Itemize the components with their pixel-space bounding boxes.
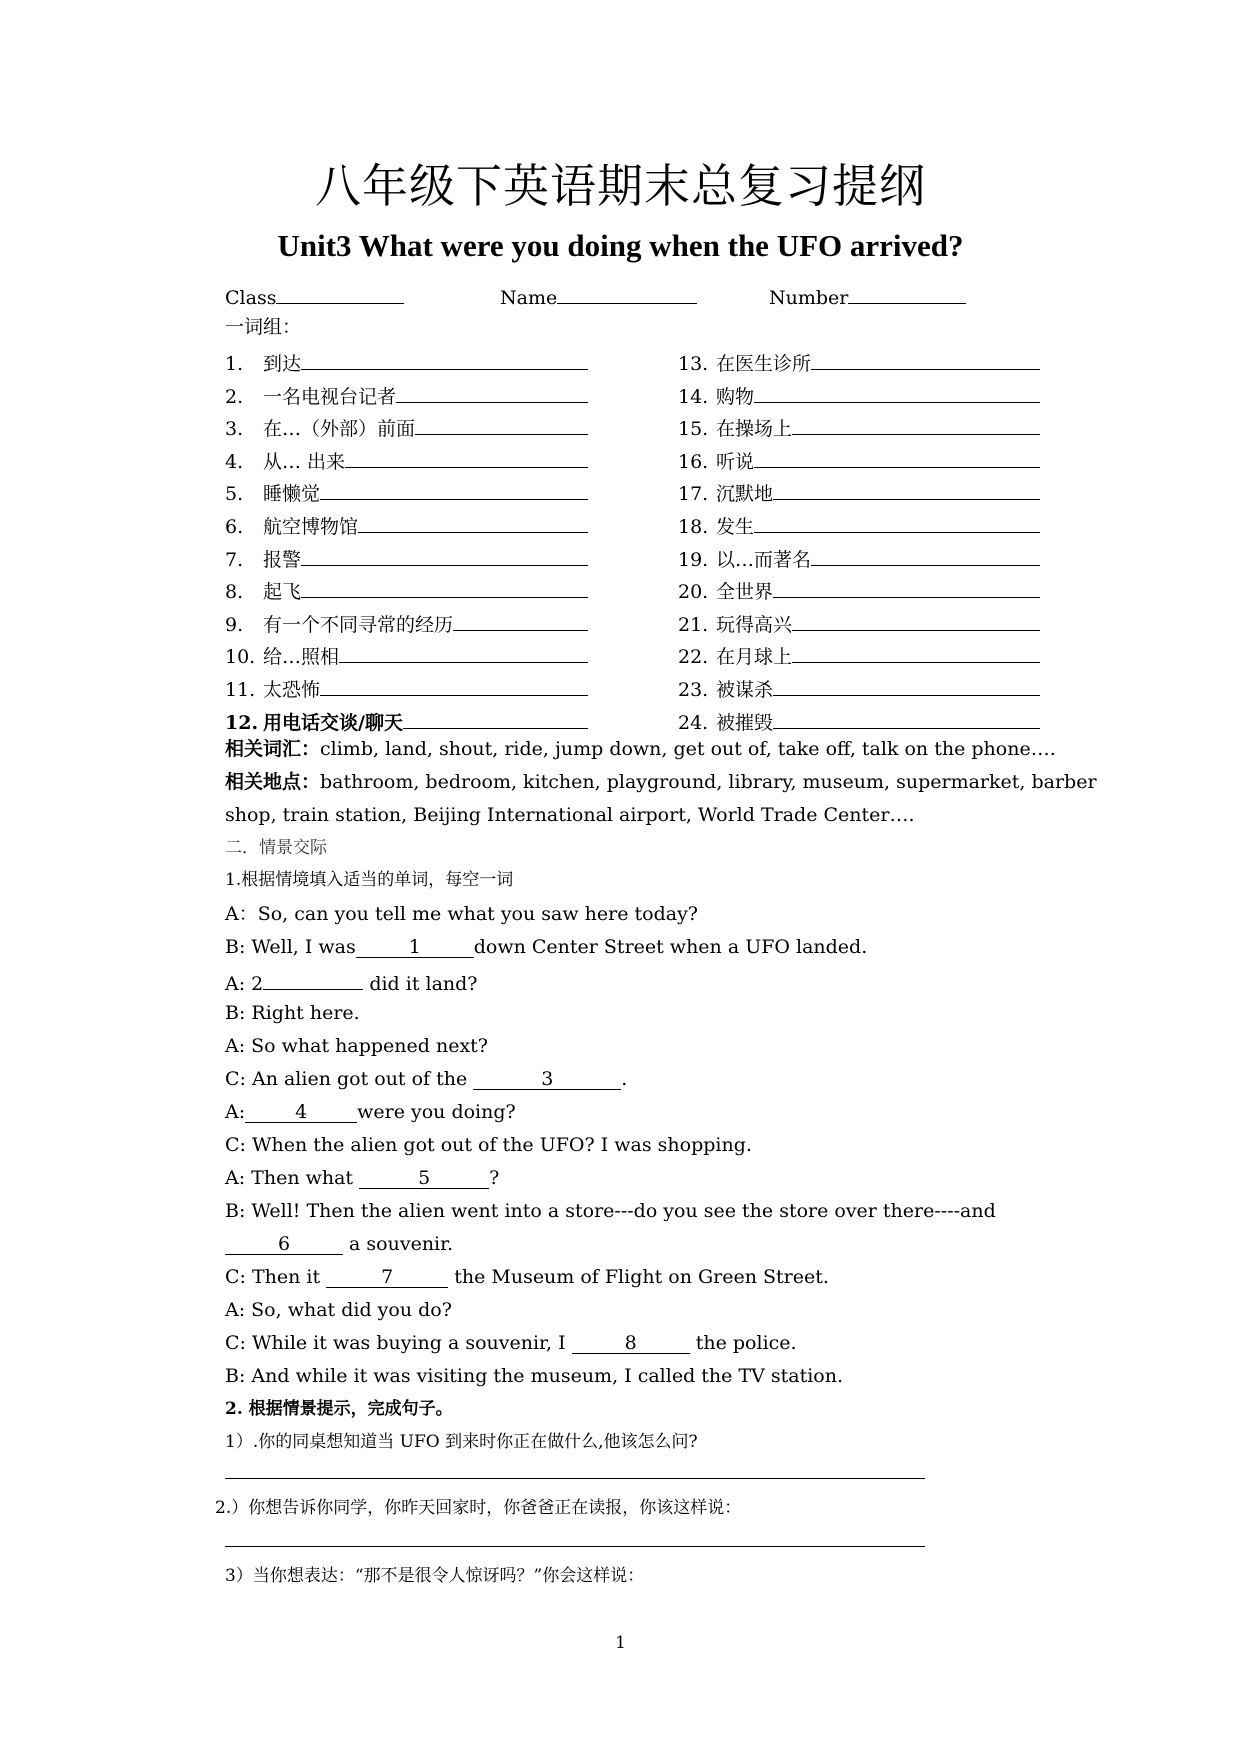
dialog-line-15: B: And while it was visiting the museum, I called the TV station. [225,1365,844,1387]
phrase-item [225,449,588,472]
phrase-number: 2. [225,385,244,408]
dialog-line-11: 6 a souvenir. [225,1235,453,1255]
name-field[interactable]: Name [500,285,697,308]
phrase-item [678,644,1040,667]
places-label: 相关地点： [225,771,321,793]
class-blank[interactable] [276,285,404,304]
phrase-text: 被谋杀 [716,679,774,701]
class-field[interactable]: Class [225,285,404,308]
dialog-line-1: A：So, can you tell me what you saw here today? [225,903,698,925]
phrase-item [225,579,588,602]
answer-blank[interactable] [301,351,588,370]
phrase-item [678,351,1040,374]
answer-blank[interactable] [773,710,1040,729]
phrase-item [225,384,588,407]
blank-4[interactable]: 4 [245,1103,357,1123]
phrase-item [225,644,588,667]
phrase-number: 15. [678,418,709,441]
phrase-text: 玩得高兴 [716,613,793,636]
answer-blank[interactable] [345,449,588,468]
phrase-number: 14. [678,385,709,408]
section2-sub2: 2. 根据情景提示，完成句子。 [225,1399,453,1419]
phrase-text: 沉默地 [716,483,774,506]
vocab-line [225,740,1056,759]
dialog-line-6: C: An alien got out of the 3 . [225,1068,628,1090]
phrase-text: 发生 [716,516,755,538]
blank-6[interactable]: 6 [225,1235,343,1255]
phrase-number: 1. [225,353,244,375]
answer-line-1[interactable] [225,1478,925,1479]
page-number: 1 [615,1633,626,1653]
phrase-number: 8. [225,581,244,604]
dialog-line-13: A: So, what did you do? [225,1299,452,1321]
answer-blank[interactable] [811,547,1040,566]
phrase-text: 被摧毁 [716,711,774,734]
answer-blank[interactable] [792,612,1040,631]
phrase-number: 12. [225,711,259,734]
phrase-item [225,677,588,700]
phrase-text: 太恐怖 [263,679,321,701]
places-line [225,773,1097,792]
places-line-2: shop, train station, Beijing International airport, World Trade Center…. [225,804,915,826]
answer-blank[interactable] [811,351,1040,370]
phrase-item [678,612,1040,635]
phrase-text: 航空博物馆 [263,516,359,538]
answer-blank[interactable] [754,449,1040,468]
answer-blank[interactable] [754,514,1040,533]
phrase-item [678,416,1040,439]
phrase-number: 19. [678,548,709,571]
phrase-item [678,384,1040,407]
answer-blank[interactable] [339,644,588,663]
unit-title: Unit3 What were you doing when the UFO arrived? [277,228,964,263]
phrase-number: 17. [678,483,709,506]
phrase-number: 9. [225,613,244,636]
phrase-number: 6. [225,516,244,538]
phrase-text: 用电话交谈/聊天 [263,711,403,734]
dialog-line-5: A: So what happened next? [225,1035,488,1057]
phrase-text: 购物 [716,385,755,408]
phrase-text: 到达 [263,353,302,375]
answer-blank[interactable] [396,384,588,403]
phrase-number: 20. [678,581,709,604]
answer-blank[interactable] [320,677,588,696]
dialog-line-10: B: Well! Then the alien went into a store---do you see the store over there----and [225,1200,996,1222]
dialog-line-7: A: 4 were you doing? [225,1101,516,1123]
phrase-item [225,416,588,439]
phrase-item [678,547,1040,570]
dialog-line-14: C: While it was buying a souvenir, I 8 the police. [225,1332,797,1354]
phrase-item [225,710,588,733]
dialog-line-3: A: 2 did it land? [225,973,478,995]
phrase-text: 在…（外部）前面 [263,418,416,441]
phrase-number: 10. [225,646,256,669]
dialog-line-12: C: Then it 7 the Museum of Flight on Green Street. [225,1266,829,1288]
question-2: 2.）你想告诉你同学，你昨天回家时，你爸爸正在读报，你该这样说： [215,1498,742,1518]
section2-sub1: 1.根据情境填入适当的单词，每空一词 [225,870,514,890]
answer-blank[interactable] [792,644,1040,663]
number-field[interactable]: Number [769,285,966,308]
dialog-line-4: B: Right here. [225,1002,360,1024]
phrase-item [225,351,588,374]
phrase-text: 给…照相 [263,646,340,669]
phrase-item [678,710,1040,733]
question-3: 3）当你想表达：“那不是很令人惊讶吗？”你会这样说： [225,1566,645,1586]
answer-blank[interactable] [415,416,588,435]
question-1: 1）.你的同桌想知道当 UFO 到来时你正在做什么,他该怎么问? [225,1432,698,1452]
phrase-number: 16. [678,450,709,473]
answer-blank[interactable] [754,384,1040,403]
phrase-item [678,514,1040,537]
phrase-number: 13. [678,353,709,375]
blank-3[interactable]: 3 [473,1070,621,1090]
vocab-label: 相关词汇： [225,738,321,760]
phrase-text: 一名电视台记者 [263,385,397,408]
phrase-text: 在医生诊所 [716,353,812,375]
answer-blank[interactable] [358,514,588,533]
answer-blank[interactable] [792,416,1040,435]
phrase-number: 7. [225,548,244,571]
blank-5[interactable]: 5 [359,1169,489,1189]
phrase-item [225,481,588,504]
answer-blank[interactable] [320,481,588,500]
phrase-text: 从… 出来 [263,450,346,473]
phrase-number: 4. [225,450,244,473]
phrase-text: 以…而著名 [716,548,812,571]
phrase-text: 睡懒觉 [263,483,321,506]
document-title: 八年级下英语期末总复习提纲 [315,159,926,213]
phrase-item [678,677,1040,700]
section2-heading: 二．情景交际 [225,838,327,858]
phrase-text: 有一个不同寻常的经历 [263,613,454,636]
answer-blank[interactable] [453,612,588,631]
blank-2[interactable] [263,971,363,990]
answer-blank[interactable] [773,579,1040,598]
phrase-item [225,547,588,570]
phrase-number: 24. [678,711,709,734]
blank-1[interactable]: 1 [356,938,474,958]
vocab-text: climb, land, shout, ride, jump down, get out of, take off, talk on the phone…. [320,738,1056,760]
phrase-item [225,514,588,537]
blank-8[interactable]: 8 [572,1334,690,1354]
phrase-item [678,579,1040,602]
phrase-text: 听说 [716,450,755,473]
phrase-number: 18. [678,516,709,538]
phrase-number: 21. [678,613,709,636]
answer-blank[interactable] [301,547,588,566]
phrase-item [678,449,1040,472]
number-blank[interactable] [848,285,966,304]
section1-heading: 一词组： [225,316,302,338]
dialog-line-8: C: When the alien got out of the UFO? I was shopping. [225,1134,752,1156]
answer-blank[interactable] [301,579,588,598]
phrase-number: 11. [225,679,256,701]
answer-blank[interactable] [773,677,1040,696]
places-text-1: bathroom, bedroom, kitchen, playground, library, museum, supermarket, barber [320,771,1097,793]
phrase-text: 全世界 [716,581,774,604]
dialog-line-2: B: Well, I was 1 down Center Street when a UFO landed. [225,936,868,958]
name-blank[interactable] [557,285,697,304]
dialog-line-9: A: Then what 5 ? [225,1167,500,1189]
phrase-item [225,612,588,635]
phrase-text: 起飞 [263,581,302,604]
answer-blank[interactable] [773,481,1040,500]
phrase-number: 3. [225,418,244,441]
phrase-text: 在操场上 [716,418,793,441]
answer-line-2[interactable] [225,1546,925,1547]
blank-7[interactable]: 7 [326,1268,448,1288]
phrase-number: 22. [678,646,709,669]
phrase-text: 在月球上 [716,646,793,669]
phrase-number: 5. [225,483,244,506]
phrase-item [678,481,1040,504]
answer-blank[interactable] [403,710,588,729]
phrase-number: 23. [678,679,709,701]
phrase-text: 报警 [263,548,302,571]
